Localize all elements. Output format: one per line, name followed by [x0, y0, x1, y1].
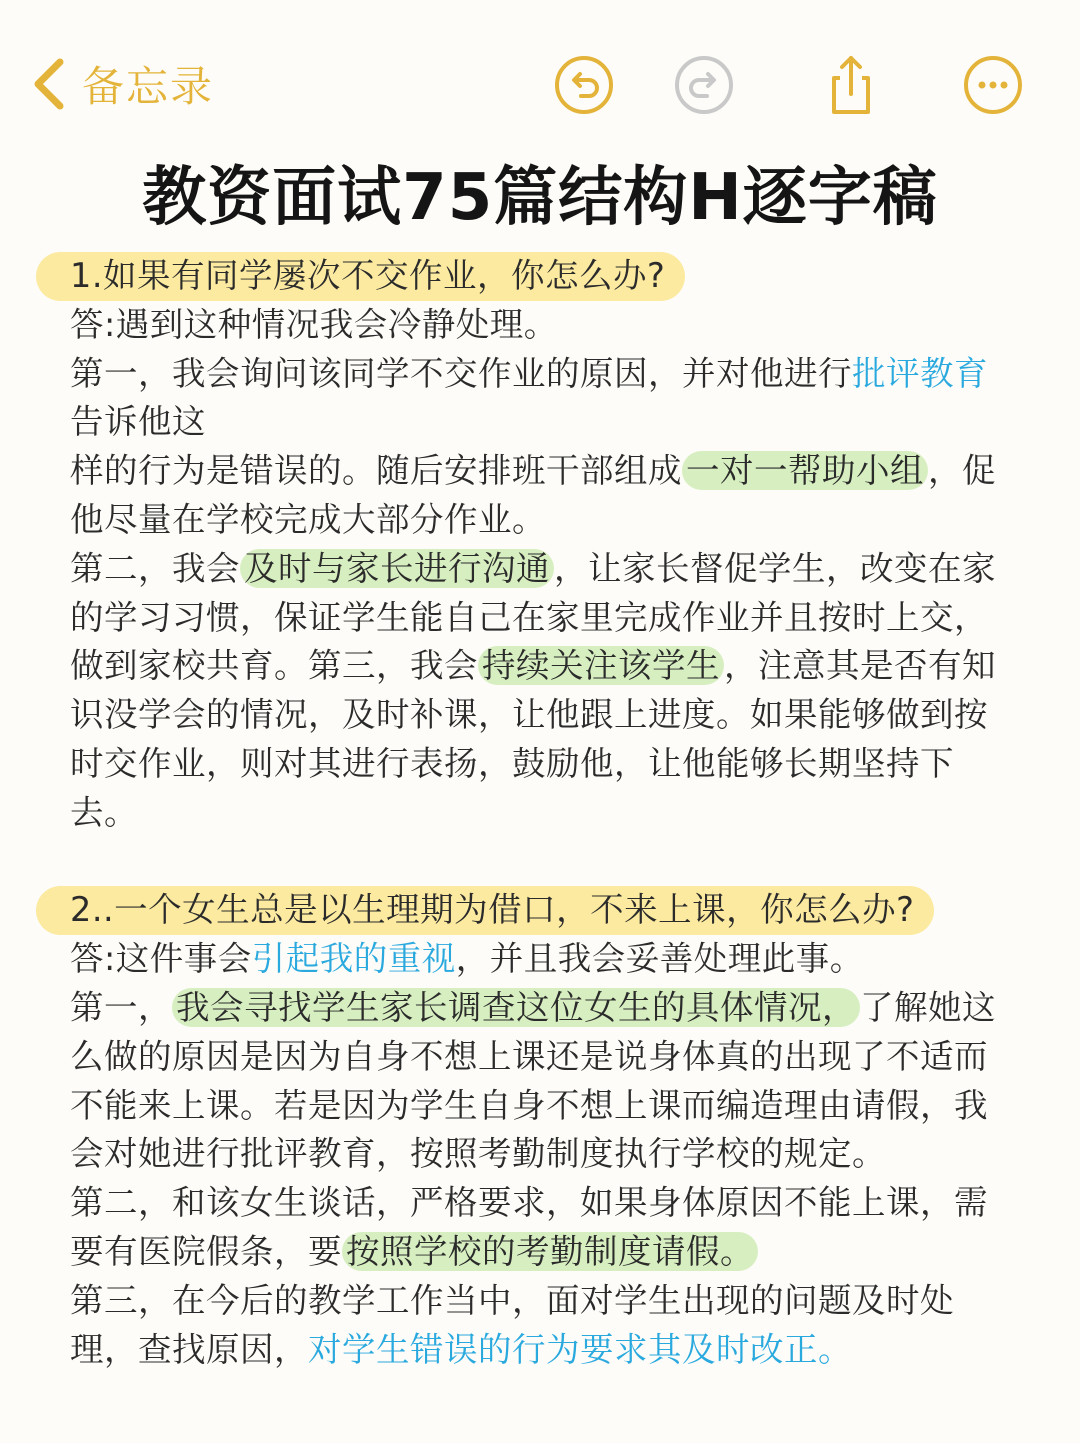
answer-2-point-3: 第三，在今后的教学工作当中，面对学生出现的问题及时处理，查找原因，对学生错误的行为要求其及时改正。: [70, 1280, 954, 1369]
undo-icon[interactable]: [553, 54, 615, 116]
answer-2-intro: 答:这件事会引起我的重视，并且我会妥善处理此事。: [70, 939, 864, 979]
answer-1-point-2-3: 第二，我会 及时与家长进行沟通 ，让家长督促学生，改变在家的学习习惯，保证学生能自己在家里完成作业并且按时上交，做到家校共育。第三，我会 持续关注该学生 ，注意其是否有知识没学会的情况，及时补课，让他跟上进度。如果能够做到按时交作业，则对其进行表扬，鼓励他，让他能够长期坚持下去。: [70, 548, 996, 832]
redo-icon[interactable]: [673, 54, 735, 116]
answer-1-intro: 答:遇到这种情况我会冷静处理。: [70, 304, 558, 344]
highlight-text: 引起我的重视: [251, 939, 456, 979]
more-icon[interactable]: [962, 54, 1024, 116]
question-1: 1.如果有同学屡次不交作业，你怎么办?: [70, 252, 1020, 301]
highlight-mark: 按照学校的考勤制度请假。: [342, 1232, 758, 1271]
highlight-text: 对学生错误的行为要求其及时改正。: [308, 1329, 852, 1369]
answer-1-point-1: 第一，我会询问该同学不交作业的原因，并对他进行批评教育: [70, 353, 988, 393]
answer-2-point-2: 第二，和该女生谈话，严格要求，如果身体原因不能上课，需要有医院假条，要 按照学校的考勤制度请假。: [70, 1183, 988, 1271]
back-label: 备忘录: [82, 62, 215, 111]
highlight-mark: 持续关注该学生: [478, 646, 724, 685]
answer-2-point-1: 第一， 我会寻找学生家长调查这位女生的具体情况， 了解她这么做的原因是因为自身不想上课还是说身体真的出现了不适而不能来上课。若是因为学生自身不想上课而编造理由请假，我会对她进行批评教育，按照考勤制度执行学校的规定。: [70, 987, 996, 1174]
highlight-mark: 我会寻找学生家长调查这位女生的具体情况，: [172, 988, 860, 1027]
back-button[interactable]: [30, 52, 214, 116]
note-title: 教资面试75篇结构H逐字稿: [142, 161, 938, 235]
note-body[interactable]: [70, 252, 1020, 1374]
spacer: [70, 838, 1020, 887]
question-2: 2..一个女生总是以生理期为借口，不来上课，你怎么办?: [70, 886, 1020, 935]
note-toolbar: [0, 0, 1080, 140]
chevron-left-icon: [30, 56, 70, 112]
share-icon[interactable]: [820, 54, 882, 116]
highlight-text: 批评教育: [852, 353, 988, 393]
answer-1-paragraph: 样的行为是错误的。随后安排班干部组成 一对一帮助小组 ，促他尽量在学校完成大部分作业。: [70, 451, 996, 539]
highlight-mark: 及时与家长进行沟通: [240, 549, 554, 588]
highlight-mark: 一对一帮助小组: [682, 451, 928, 490]
answer-1-line: 告诉他这: [70, 402, 206, 442]
